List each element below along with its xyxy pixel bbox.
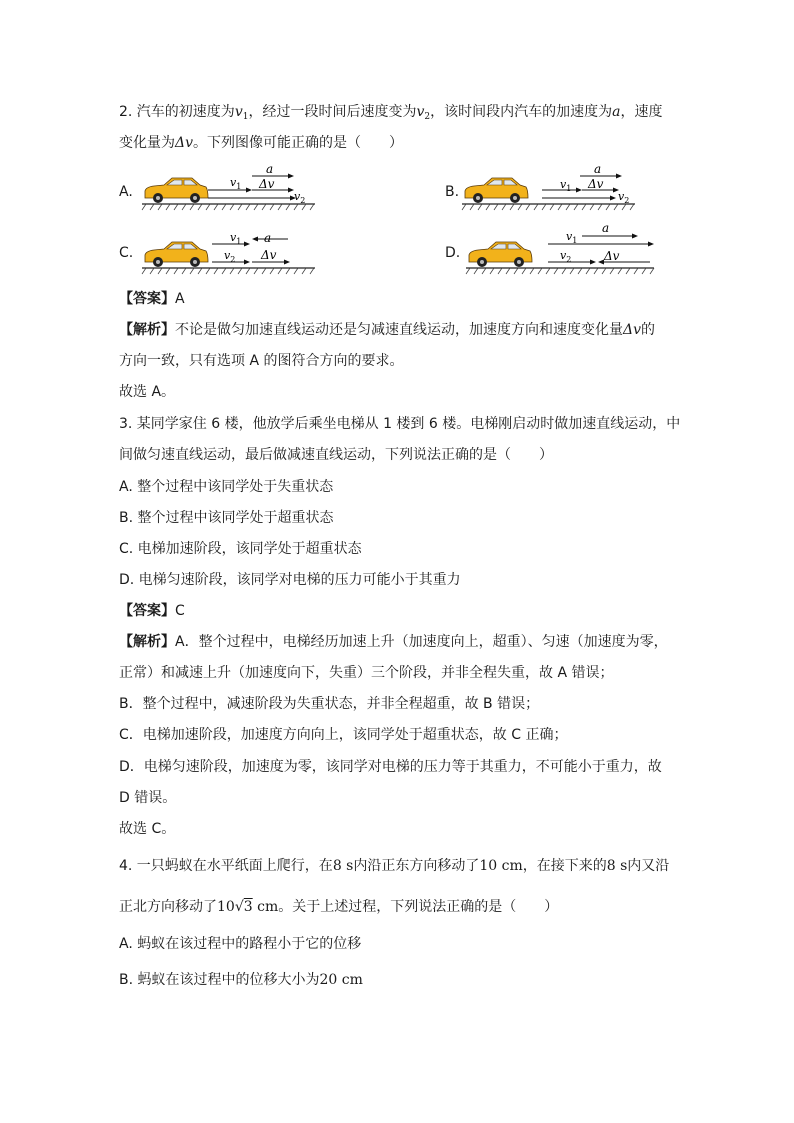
v2-arrow [548,260,596,265]
option-d-label: D. [445,245,461,261]
answer-tag: 【答案】 [119,603,175,619]
answer-value: A [175,291,185,307]
v2-label: $v_2$ [618,190,630,205]
dv-symbol: Δv [175,135,194,151]
q3-answer [119,601,185,621]
acceleration-arrow [582,234,638,239]
car-icon [469,242,532,267]
dv-label: Δv [604,249,620,263]
time-value: 8 s [606,858,628,874]
v1-label: $v_1$ [566,230,578,245]
v1-label: $v_1$ [230,176,242,191]
q3-stem-line-2: 间做匀速直线运动，最后做减速直线运动，下列说法正确的是（ ） [119,447,553,463]
q2-answer [119,289,185,309]
answer-tag: 【答案】 [119,291,175,307]
v2-label: $v_2$ [224,249,236,264]
v1-arrow [548,242,654,247]
sqrt-icon: √ [234,899,244,915]
q4-option-a: A. 蚂蚁在该过程中的路程小于它的位移 [119,936,362,952]
q3-option-d: D. 电梯匀速阶段，该同学对电梯的压力可能小于其重力 [119,572,461,588]
q3-option-b: B. 整个过程中该同学处于超重状态 [119,510,334,526]
q2-conclusion: 故选 A。 [119,384,176,400]
q2-stem-line-2: 变化量为Δv。下列图像可能正确的是（ ） [119,135,404,151]
option-d-figure [464,218,664,280]
option-a-figure [140,160,320,216]
q2-analysis-line-2: 方向一致，只有选项 A 的图符合方向的要求。 [119,353,404,369]
v1-symbol: $v_1$ [234,104,249,122]
distance-value: 10 cm [479,858,523,874]
v1-label: $v_1$ [560,178,572,193]
v1-label: $v_1$ [230,231,242,246]
ground-hatching [142,268,315,274]
v2-label: $v_2$ [560,249,572,264]
car-icon [145,178,208,203]
a-label: a [594,162,602,176]
a-label: a [602,221,610,235]
q2-analysis-line-1: 【解析】不论是做匀加速直线运动还是匀减速直线运动，加速度方向和速度变化量Δv的 [119,322,656,338]
ground-hatching [466,268,654,274]
q3-analysis-line-6: D 错误。 [119,790,177,806]
v2-label: $v_2$ [294,190,306,205]
q4-stem-line-1: 4. 一只蚂蚁在水平纸面上爬行，在8 s内沿正东方向移动了10 cm，在接下来的8 s内又沿 [119,858,670,874]
q4-stem-line-2: 正北方向移动了10√3 cm。关于上述过程，下列说法正确的是（ ） [119,899,559,915]
q2-stem-line-1: 2. 汽车的初速度为$v_1$，经过一段时间后速度变为$v_2$，该时间段内汽车的加速度为a，速度 [119,104,663,122]
a-symbol: a [612,104,621,120]
q3-analysis-line-2: 正常）和减速上升（加速度向下，失重）三个阶段，并非全程失重，故 A 错误； [119,665,614,681]
ground-hatching [462,204,635,210]
distance-expression: 10√3 cm [217,899,279,915]
car-icon [465,178,528,203]
v2-symbol: $v_2$ [416,104,431,122]
option-b-label: B. [445,184,460,200]
a-label: a [266,162,274,176]
q3-option-c: C. 电梯加速阶段，该同学处于超重状态 [119,541,362,557]
analysis-tag: 【解析】 [119,322,175,338]
q4-option-b: B. 蚂蚁在该过程中的位移大小为20 cm [119,972,363,988]
q3-analysis-line-1: 【解析】A．整个过程中，电梯经历加速上升（加速度向上，超重）、匀速（加速度为零， [119,634,668,650]
a-label: a [264,231,272,245]
option-c-figure [140,224,320,280]
v2-arrow [542,196,616,201]
q3-stem-line-1: 3. 某同学家住 6 楼，他放学后乘坐电梯从 1 楼到 6 楼。电梯刚启动时做加速直线运动，中 [119,416,681,432]
car-icon [145,242,208,267]
q3-analysis-line-5: D．电梯匀速阶段，加速度为零，该同学对电梯的压力等于其重力，不可能小于重力，故 [119,759,662,775]
q3-conclusion: 故选 C。 [119,821,176,837]
answer-value: C [175,603,185,619]
option-b-figure [460,160,640,216]
v2-arrow [208,196,296,201]
q3-option-a: A. 整个过程中该同学处于失重状态 [119,479,334,495]
dv-label: Δv [259,177,275,191]
ground-hatching [142,204,315,210]
q3-analysis-line-4: C．电梯加速阶段，加速度方向向上，该同学处于超重状态，故 C 正确； [119,727,568,743]
option-a-label: A. [119,184,133,200]
analysis-tag: 【解析】 [119,634,175,650]
time-value: 8 s [332,858,354,874]
distance-value: 20 cm [319,972,363,988]
dv-label: Δv [588,177,604,191]
option-c-label: C. [119,245,134,261]
dv-label: Δv [261,248,277,262]
q3-analysis-line-3: B．整个过程中，减速阶段为失重状态，并非全程超重，故 B 错误； [119,696,540,712]
